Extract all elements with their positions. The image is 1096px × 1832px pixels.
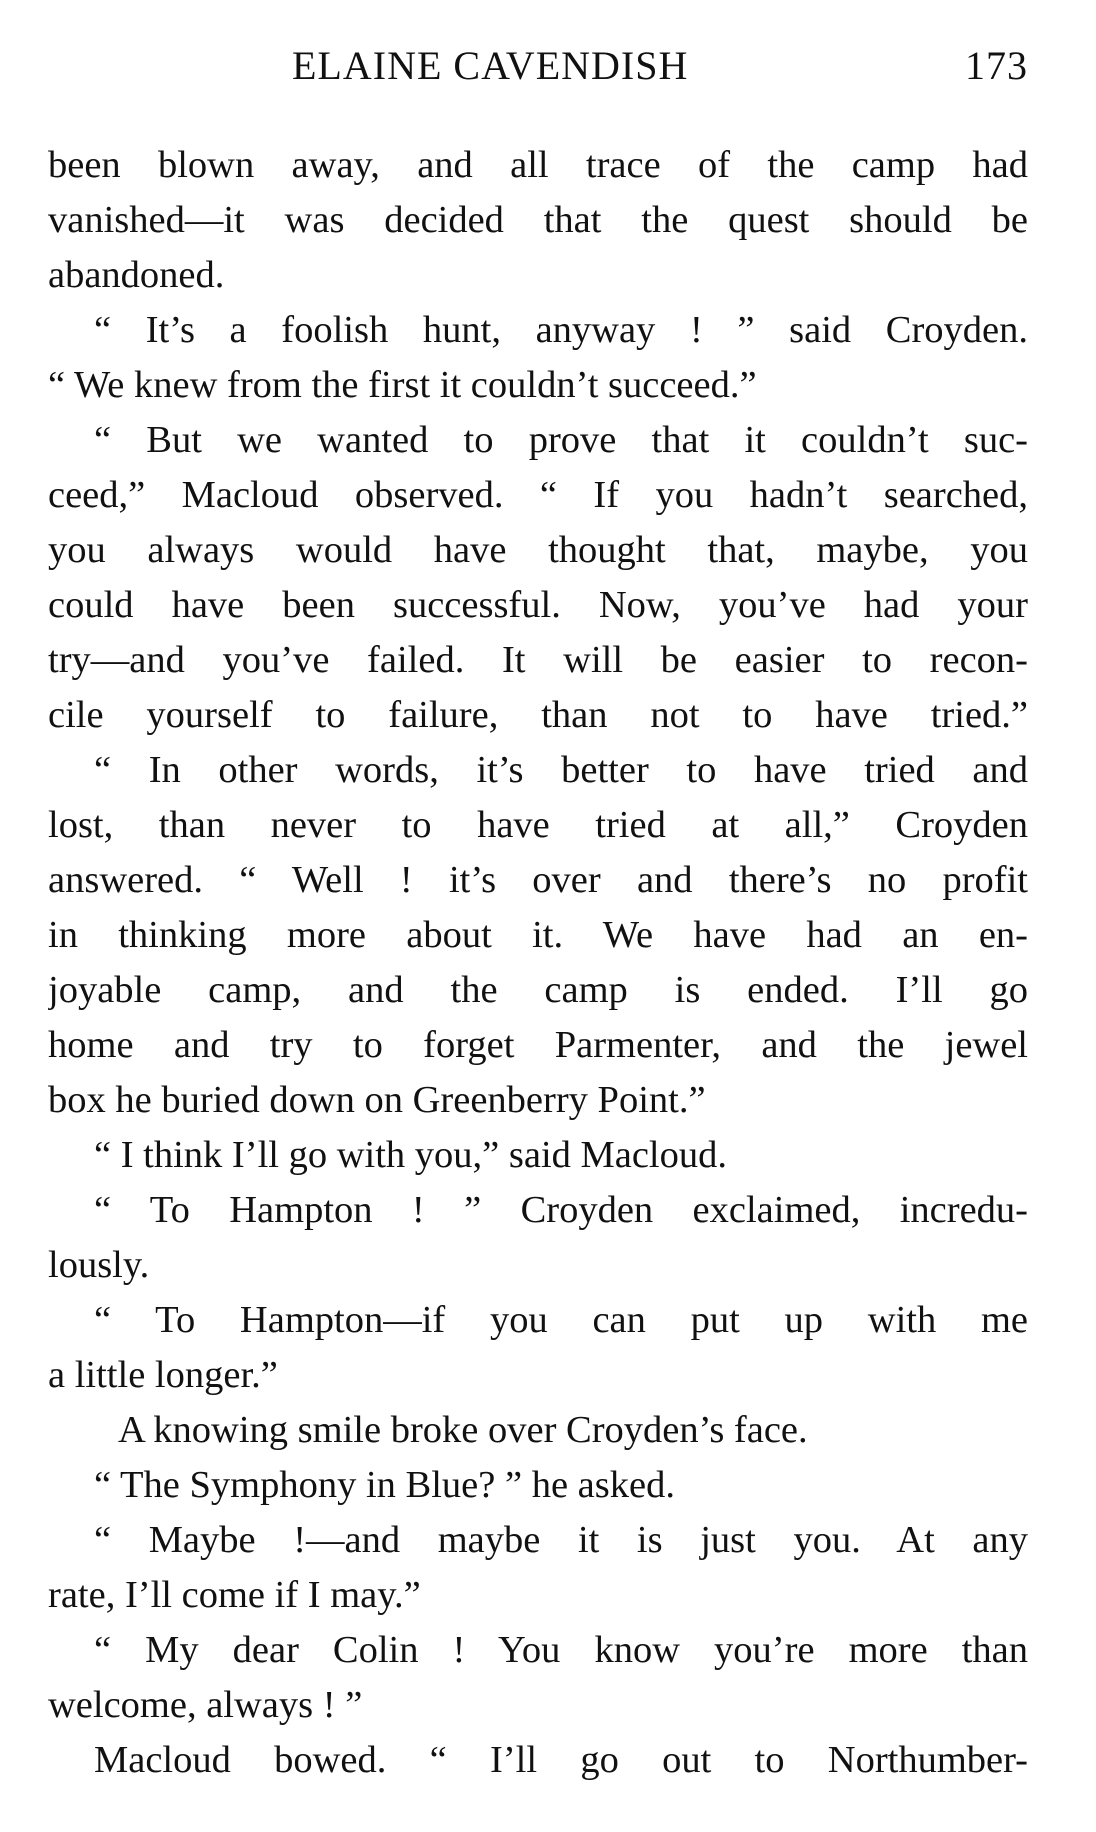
text-line: joyable camp, and the camp is ended. I’ll go: [48, 969, 1028, 1011]
text-line: vanished—it was decided that the quest should be: [48, 199, 1028, 241]
text-line: in thinking more about it. We have had an en-: [48, 914, 1028, 956]
text-line: could have been successful. Now, you’ve had your: [48, 584, 1028, 626]
text-line: ceed,” Macloud observed. “ If you hadn’t searched,: [48, 474, 1028, 516]
running-head: [48, 42, 1028, 90]
text-line: “ I think I’ll go with you,” said Macloud.: [94, 1134, 727, 1176]
text-line: box he buried down on Greenberry Point.”: [48, 1079, 706, 1121]
text-line: been blown away, and all trace of the camp had: [48, 144, 1028, 186]
running-title: ELAINE CAVENDISH: [292, 43, 689, 88]
text-line: A knowing smile broke over Croyden’s face.: [118, 1409, 808, 1451]
text-line: “ We knew from the first it couldn’t succeed.”: [48, 364, 757, 406]
text-line: “ But we wanted to prove that it couldn’t suc-: [94, 419, 1028, 461]
text-line: “ Maybe !—and maybe it is just you. At any: [94, 1519, 1028, 1561]
text-line: lously.: [48, 1244, 150, 1286]
text-line: “ To Hampton ! ” Croyden exclaimed, incredu-: [94, 1189, 1028, 1231]
text-line: “ My dear Colin ! You know you’re more than: [94, 1629, 1028, 1671]
text-line: home and try to forget Parmenter, and the jewel: [48, 1024, 1028, 1066]
text-line: try—and you’ve failed. It will be easier to recon-: [48, 639, 1028, 681]
text-line: abandoned.: [48, 254, 225, 296]
text-line: welcome, always ! ”: [48, 1684, 363, 1726]
text-line: “ To Hampton—if you can put up with me: [94, 1299, 1028, 1341]
text-line: rate, I’ll come if I may.”: [48, 1574, 421, 1616]
text-line: “ It’s a foolish hunt, anyway ! ” said Croyden.: [94, 309, 1028, 351]
text-line: “ In other words, it’s better to have tried and: [94, 749, 1028, 791]
text-line: cile yourself to failure, than not to have tried.”: [48, 694, 1028, 736]
body-text: [48, 138, 1028, 1788]
text-line: a little longer.”: [48, 1354, 278, 1396]
page-number: 173: [965, 43, 1028, 88]
text-line: answered. “ Well ! it’s over and there’s no profit: [48, 859, 1028, 901]
text-line: lost, than never to have tried at all,” Croyden: [48, 804, 1028, 846]
text-line: Macloud bowed. “ I’ll go out to Northumber-: [94, 1739, 1028, 1781]
text-line: you always would have thought that, maybe, you: [48, 529, 1028, 571]
text-line: “ The Symphony in Blue? ” he asked.: [94, 1464, 675, 1506]
